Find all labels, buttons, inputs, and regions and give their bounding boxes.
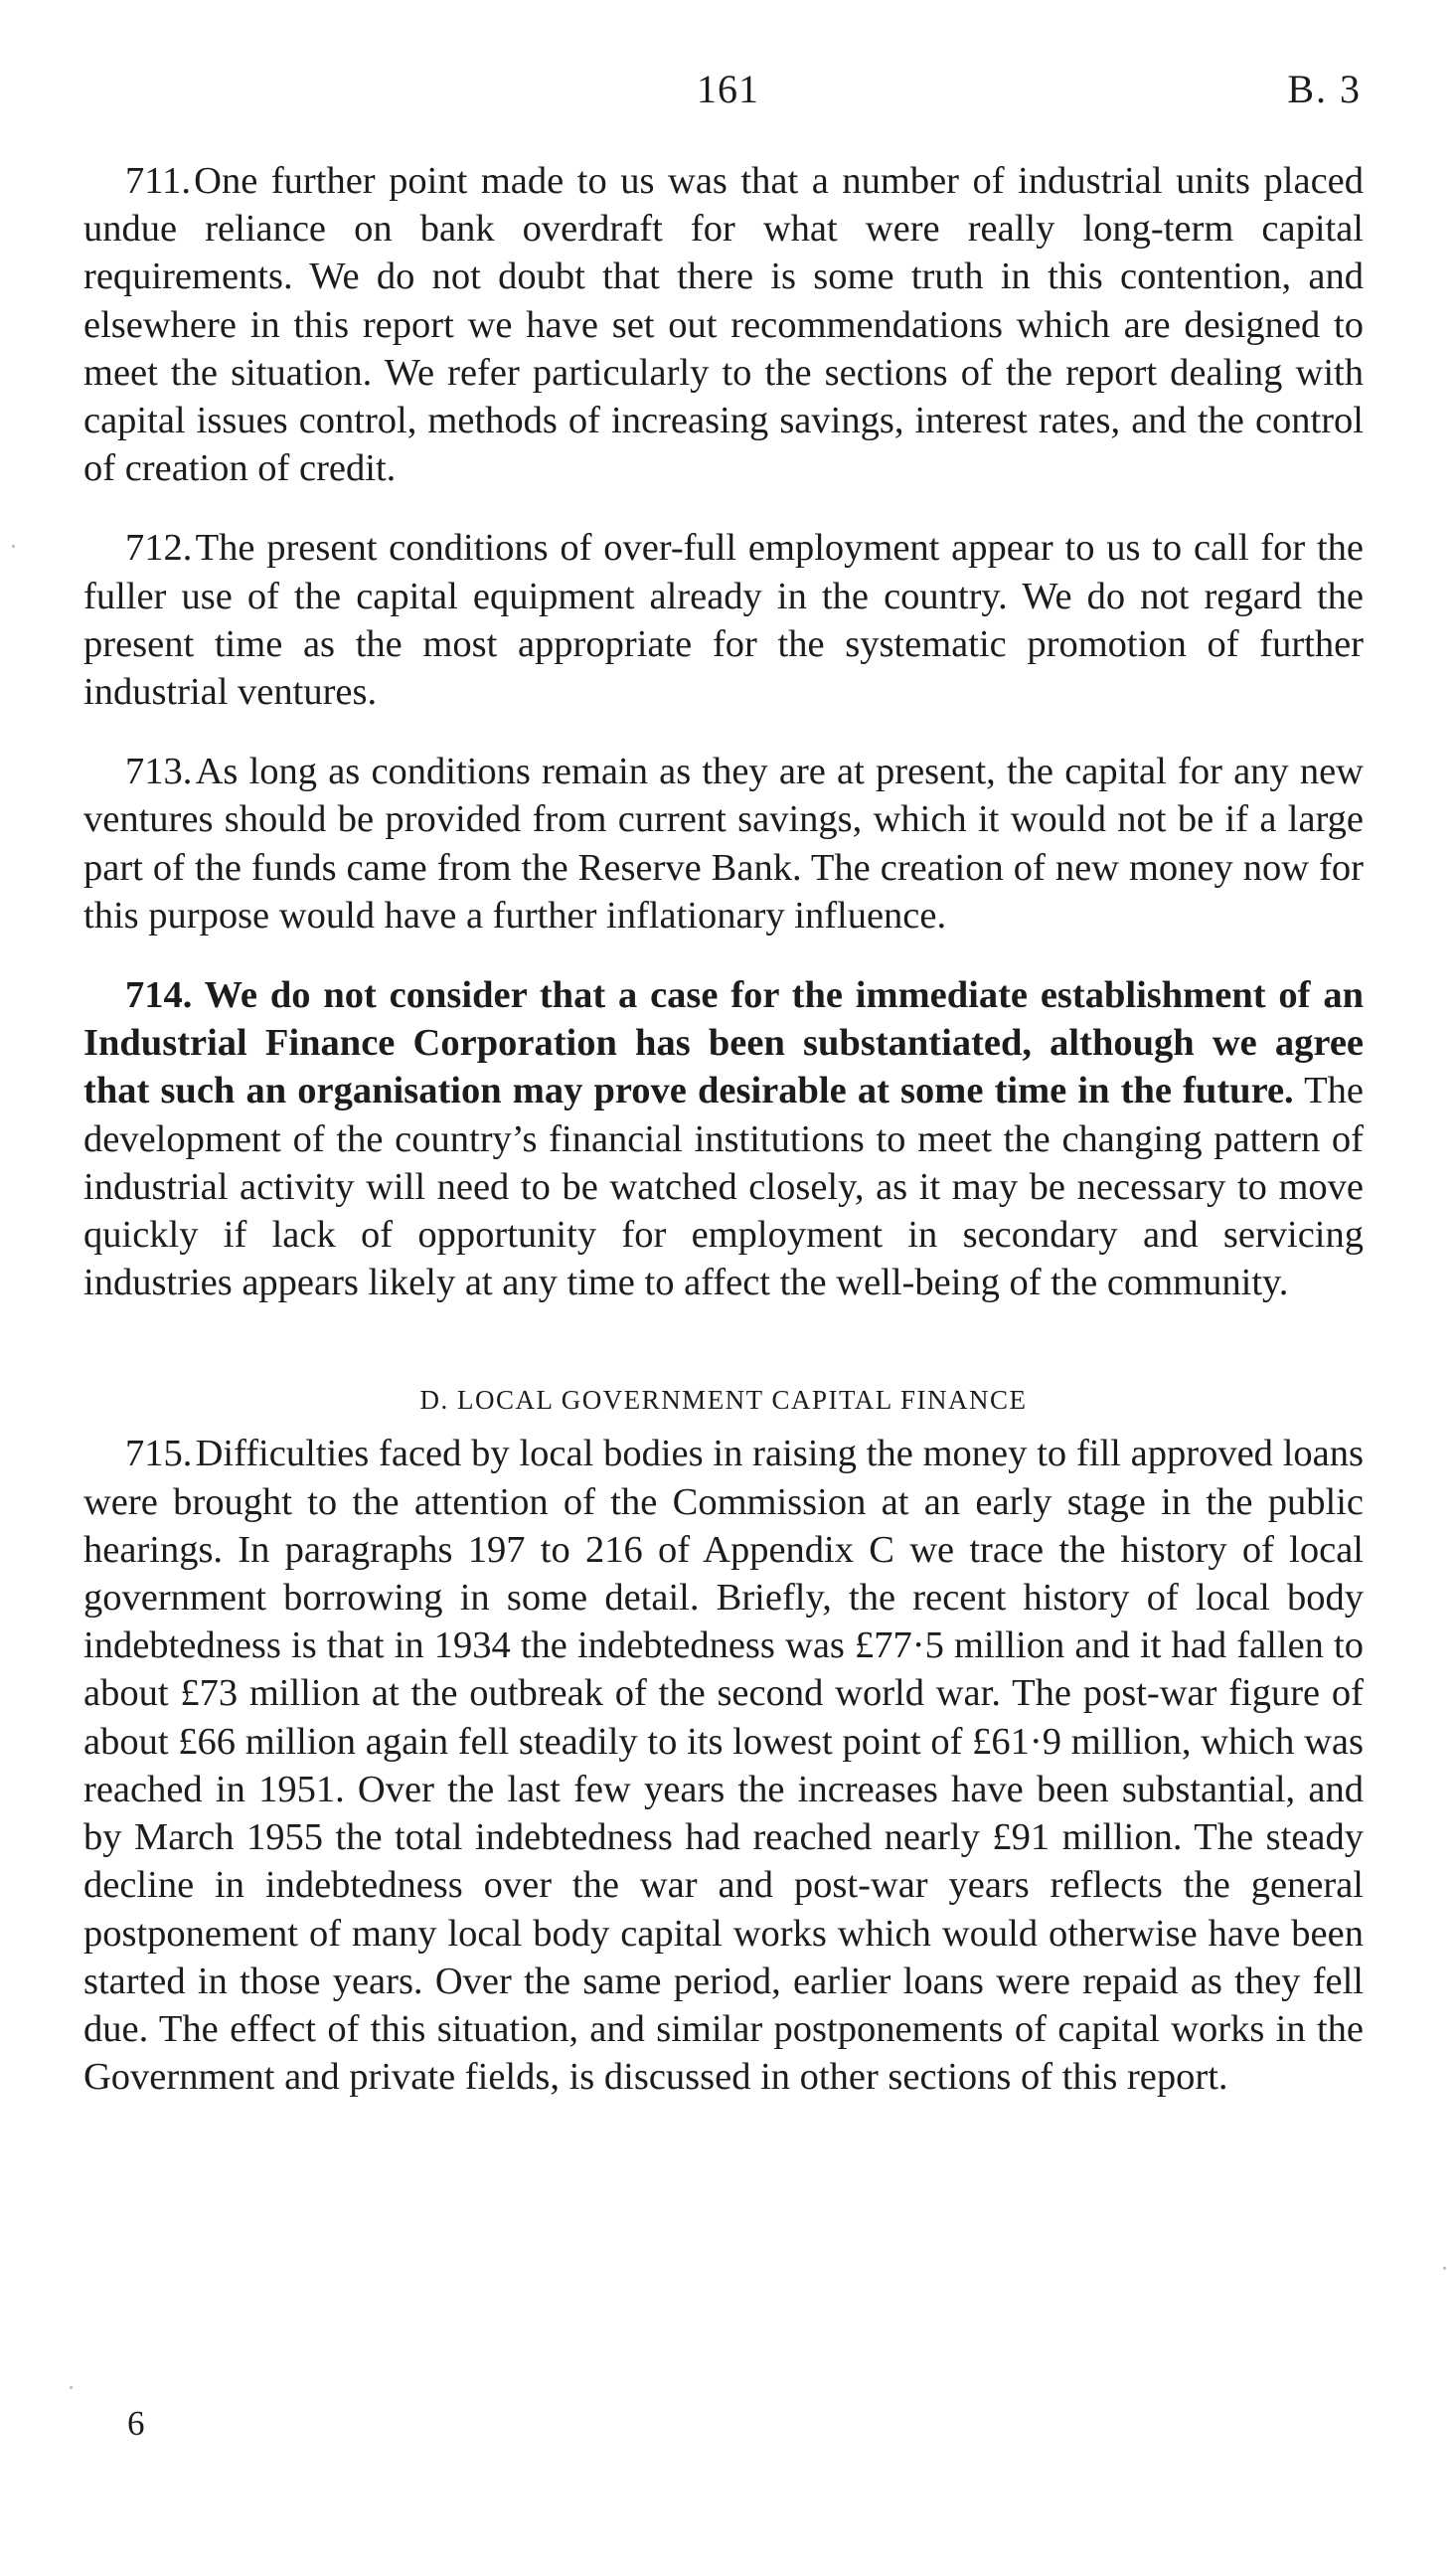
paragraph-number: 714. [125,974,193,1017]
scan-speck [1443,2267,1446,2270]
paragraph-text: Difficulties faced by local bodies in raising the money to fill approved loans were brought to the attention of the Commission at an early stage in the public hearings. In paragraphs 197 to 216 of Appendix C we trace the history of local government borrowing in some detail. Briefly, the recent history of local body indebtedness is that in 1934 the indebtedness was £77·5 million and it had fallen to about £73 million at the outbreak of the second world war. The post-war figure of about £66 million again fell steadily to its lowest point of £61·9 million, which was reached in 1951. Over the last few years the increases have been substantial, and by March 1955 the total indebtedness had reached nearly £91 million. The steady decline in indebtedness over the war and post-war years reflects the general postponement of many local body capital works which would otherwise have been started in those years. Over the same period, earlier loans were repaid as they fell due. The effect of this situation, and similar postponements of capital works in the Government and private fields, is discussed in other sections of this report. [83,1433,1364,2099]
signature-mark: 6 [127,2404,145,2443]
document-reference: B. 3 [1287,67,1362,111]
paragraph-text: The present conditions of over-full employment appear to us to call for the fuller use of the capital equipment already in the country. We do not regard the present time as the most appropriate for the systematic promotion of further industrial ventures. [83,527,1364,714]
paragraph-number: 711. [125,160,191,202]
paragraph-text: As long as conditions remain as they are at present, the capital for any new ventures should be provided from current savings, which it would not be if a large part of the funds came from the Reserve Bank. The creation of new money now for this purpose would have a further inflationary influence. [83,751,1364,937]
paragraph-714 [83,971,1364,1306]
scan-speck [12,545,15,548]
paragraph-number: 715. [125,1433,193,1475]
paragraph-712 [83,524,1364,716]
paragraph-bold-text: We do not consider that a case for the immediate establishment of an Industrial Finance Corporation has been substantiated, although we agree that such an organisation may prove desirable at some time in the future. [83,974,1364,1112]
paragraph-text: One further point made to us was that a number of industrial units placed undue reliance on bank overdraft for what were really long-term capital requirements. We do not doubt that there is some truth in this contention, and elsewhere in this report we have set out recommendations which are designed to meet the situation. We refer particularly to the sections of the report dealing with capital issues control, methods of increasing savings, interest rates, and the control of creation of credit. [83,160,1364,490]
paragraph-text: The development of the country’s financial institutions to meet the changing pattern of industrial activity will need to be watched closely, as it may be necessary to move quickly if lack of opportunity for employment in secondary and servicing industries appears likely at any time to affect the well-being of the community. [83,1070,1364,1304]
paragraph-715 [83,1430,1364,2101]
paragraph-711 [83,157,1364,492]
section-heading: D. LOCAL GOVERNMENT CAPITAL FINANCE [419,1385,1028,1416]
paragraph-713 [83,748,1364,939]
page-number: 161 [697,67,759,111]
scan-speck [70,2386,73,2389]
paragraph-number: 713. [125,751,193,793]
paragraph-number: 712. [125,527,193,570]
page-body [83,157,1364,2133]
